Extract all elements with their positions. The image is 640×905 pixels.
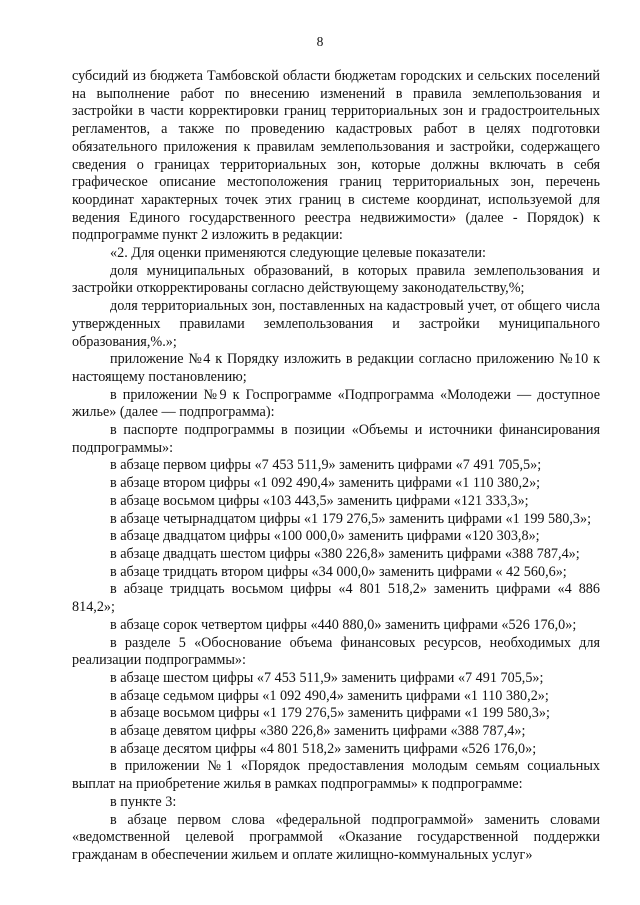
paragraph: в абзаце тридцать втором цифры «34 000,0» заменить цифрами « 42 560,6»; — [110, 563, 567, 580]
paragraph: в абзаце сорок четвертом цифры «440 880,0» заменить цифрами «526 176,0»; — [110, 616, 577, 633]
paragraph: доля муниципальных образований, в которых правила землепользования и застройки откорректированы согласно действующему законодательству,%; — [72, 262, 600, 297]
paragraph: в приложении №1 «Порядок предоставления молодым семьям социальных выплат на приобретение жилья в рамках подпрограммы» к подпрограмме: — [72, 758, 600, 793]
paragraph: в абзаце двадцать шестом цифры «380 226,8» заменить цифрами «388 787,4»; — [110, 545, 580, 562]
page-number: 8 — [316, 34, 324, 49]
paragraph: в пункте 3: — [110, 793, 177, 810]
paragraph: в абзаце шестом цифры «7 453 511,9» заменить цифрами «7 491 705,5»; — [110, 669, 544, 686]
paragraph: «2. Для оценки применяются следующие целевые показатели: — [110, 245, 486, 262]
paragraph: в абзаце тридцать восьмом цифры «4 801 518,2» заменить цифрами «4 886 814,2»; — [72, 581, 600, 616]
paragraph: в приложении №9 к Госпрограмме «Подпрограмма «Молодежи — доступное жилье» (далее — подпрограмма): — [72, 386, 600, 421]
paragraph: в абзаце первом слова «федеральной подпрограммой» заменить словами «ведомственной целевой программой «Оказание государственной поддержки гражданам в обеспечении жильем и оплате жилищно-коммунальных услуг» — [72, 811, 600, 863]
paragraph: в абзаце первом цифры «7 453 511,9» заменить цифрами «7 491 705,5»; — [110, 457, 542, 474]
paragraph: субсидий из бюджета Тамбовской области бюджетам городских и сельских поселений на выполнение работ по внесению изменений в правила землепользования и застройки в части корректировки границ территориальных зон и градостроительных регламентов, а также по проведению кадастровых работ в целях подготовки обязательного приложения к правилам землепользования и застройки, содержащего сведения о границах территориальных зон, которые должны включать в себя графическое описание местоположения границ территориальных зон, перечень координат характерных точек этих границ в системе координат, используемой для ведения Единого государственного реестра недвижимости» (далее - Порядок) к подпрограмме пункт 2 изложить в редакции: — [72, 68, 600, 244]
paragraph: в абзаце восьмом цифры «1 179 276,5» заменить цифрами «1 199 580,3»; — [110, 705, 550, 722]
paragraph: в абзаце двадцатом цифры «100 000,0» заменить цифрами «120 303,8»; — [110, 528, 540, 545]
paragraph: в абзаце четырнадцатом цифры «1 179 276,5» заменить цифрами «1 199 580,3»; — [110, 510, 592, 527]
paragraph: в абзаце седьмом цифры «1 092 490,4» заменить цифрами «1 110 380,2»; — [110, 687, 549, 704]
paragraph: в абзаце десятом цифры «4 801 518,2» заменить цифрами «526 176,0»; — [110, 740, 537, 757]
paragraph: приложение №4 к Порядку изложить в редакции согласно приложению №10 к настоящему постановлению; — [72, 351, 600, 385]
paragraph: в разделе 5 «Обоснование объема финансовых ресурсов, необходимых для реализации подпрограммы»: — [72, 634, 600, 669]
document-body — [72, 68, 600, 865]
paragraph: в паспорте подпрограммы в позиции «Объемы и источники финансирования подпрограммы»: — [72, 422, 600, 456]
paragraph: в абзаце девятом цифры «380 226,8» заменить цифрами «388 787,4»; — [110, 723, 526, 740]
paragraph: в абзаце втором цифры «1 092 490,4» заменить цифрами «1 110 380,2»; — [110, 475, 541, 492]
paragraph: в абзаце восьмом цифры «103 443,5» заменить цифрами «121 333,3»; — [110, 492, 529, 509]
paragraph: доля территориальных зон, поставленных на кадастровый учет, от общего числа утвержденных правилами землепользования и застройки муниципального образования,%.»; — [72, 298, 600, 350]
